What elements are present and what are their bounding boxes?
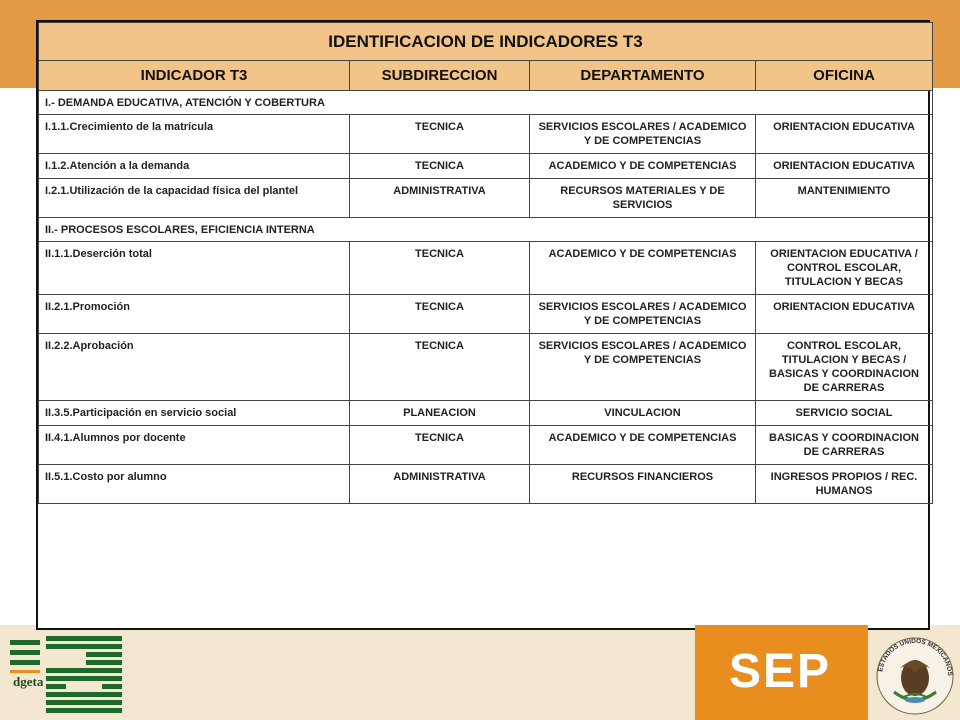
header-indicador: INDICADOR T3 — [39, 61, 350, 91]
indicators-table-container — [36, 20, 930, 630]
indicators-table — [38, 22, 933, 504]
mexico-seal-icon — [872, 628, 958, 718]
subdireccion-cell: TECNICA — [350, 295, 530, 334]
table-row — [39, 465, 933, 504]
subdireccion-cell: TECNICA — [350, 242, 530, 295]
subdireccion-cell: TECNICA — [350, 426, 530, 465]
indicator-cell: I.2.1.Utilización de la capacidad física del plantel — [39, 179, 350, 218]
table-row — [39, 426, 933, 465]
departamento-cell: SERVICIOS ESCOLARES / ACADEMICO Y DE COMPETENCIAS — [530, 295, 756, 334]
oficina-cell: CONTROL ESCOLAR, TITULACION Y BECAS / BASICAS Y COORDINACION DE CARRERAS — [756, 334, 933, 401]
table-row — [39, 242, 933, 295]
header-subdireccion: SUBDIRECCION — [350, 61, 530, 91]
seal-text: ESTADOS UNIDOS MEXICANOS — [877, 637, 954, 677]
table-row — [39, 179, 933, 218]
indicator-cell: II.2.2.Aprobación — [39, 334, 350, 401]
indicator-cell: II.1.1.Deserción total — [39, 242, 350, 295]
oficina-cell: INGRESOS PROPIOS / REC. HUMANOS — [756, 465, 933, 504]
table-title: IDENTIFICACION DE INDICADORES T3 — [39, 23, 933, 61]
header-departamento: DEPARTAMENTO — [530, 61, 756, 91]
departamento-cell: RECURSOS MATERIALES Y DE SERVICIOS — [530, 179, 756, 218]
subdireccion-cell: TECNICA — [350, 115, 530, 154]
indicator-cell: II.5.1.Costo por alumno — [39, 465, 350, 504]
indicator-cell: II.2.1.Promoción — [39, 295, 350, 334]
dgeta-logo-text: dgeta — [13, 674, 44, 689]
oficina-cell: BASICAS Y COORDINACION DE CARRERAS — [756, 426, 933, 465]
sep-logo: SEP — [728, 645, 832, 698]
oficina-cell: SERVICIO SOCIAL — [756, 401, 933, 426]
subdireccion-cell: PLANEACION — [350, 401, 530, 426]
oficina-cell: ORIENTACION EDUCATIVA — [756, 154, 933, 179]
departamento-cell: SERVICIOS ESCOLARES / ACADEMICO Y DE COMPETENCIAS — [530, 115, 756, 154]
departamento-cell: ACADEMICO Y DE COMPETENCIAS — [530, 426, 756, 465]
departamento-cell: SERVICIOS ESCOLARES / ACADEMICO Y DE COMPETENCIAS — [530, 334, 756, 401]
oficina-cell: ORIENTACION EDUCATIVA — [756, 295, 933, 334]
departamento-cell: ACADEMICO Y DE COMPETENCIAS — [530, 154, 756, 179]
indicator-cell: I.1.1.Crecimiento de la matrícula — [39, 115, 350, 154]
subdireccion-cell: TECNICA — [350, 154, 530, 179]
section-heading-1: I.- DEMANDA EDUCATIVA, ATENCIÓN Y COBERTURA — [39, 91, 933, 115]
table-row — [39, 334, 933, 401]
subdireccion-cell: TECNICA — [350, 334, 530, 401]
departamento-cell: RECURSOS FINANCIEROS — [530, 465, 756, 504]
section-heading-2: II.- PROCESOS ESCOLARES, EFICIENCIA INTERNA — [39, 218, 933, 242]
subdireccion-cell: ADMINISTRATIVA — [350, 179, 530, 218]
table-row — [39, 295, 933, 334]
oficina-cell: ORIENTACION EDUCATIVA — [756, 115, 933, 154]
subdireccion-cell: ADMINISTRATIVA — [350, 465, 530, 504]
indicator-cell: II.4.1.Alumnos por docente — [39, 426, 350, 465]
header-oficina: OFICINA — [756, 61, 933, 91]
table-row — [39, 401, 933, 426]
departamento-cell: ACADEMICO Y DE COMPETENCIAS — [530, 242, 756, 295]
oficina-cell: MANTENIMIENTO — [756, 179, 933, 218]
oficina-cell: ORIENTACION EDUCATIVA / CONTROL ESCOLAR, TITULACION Y BECAS — [756, 242, 933, 295]
departamento-cell: VINCULACION — [530, 401, 756, 426]
table-row — [39, 115, 933, 154]
table-row — [39, 154, 933, 179]
indicator-cell: II.3.5.Participación en servicio social — [39, 401, 350, 426]
indicator-cell: I.1.2.Atención a la demanda — [39, 154, 350, 179]
